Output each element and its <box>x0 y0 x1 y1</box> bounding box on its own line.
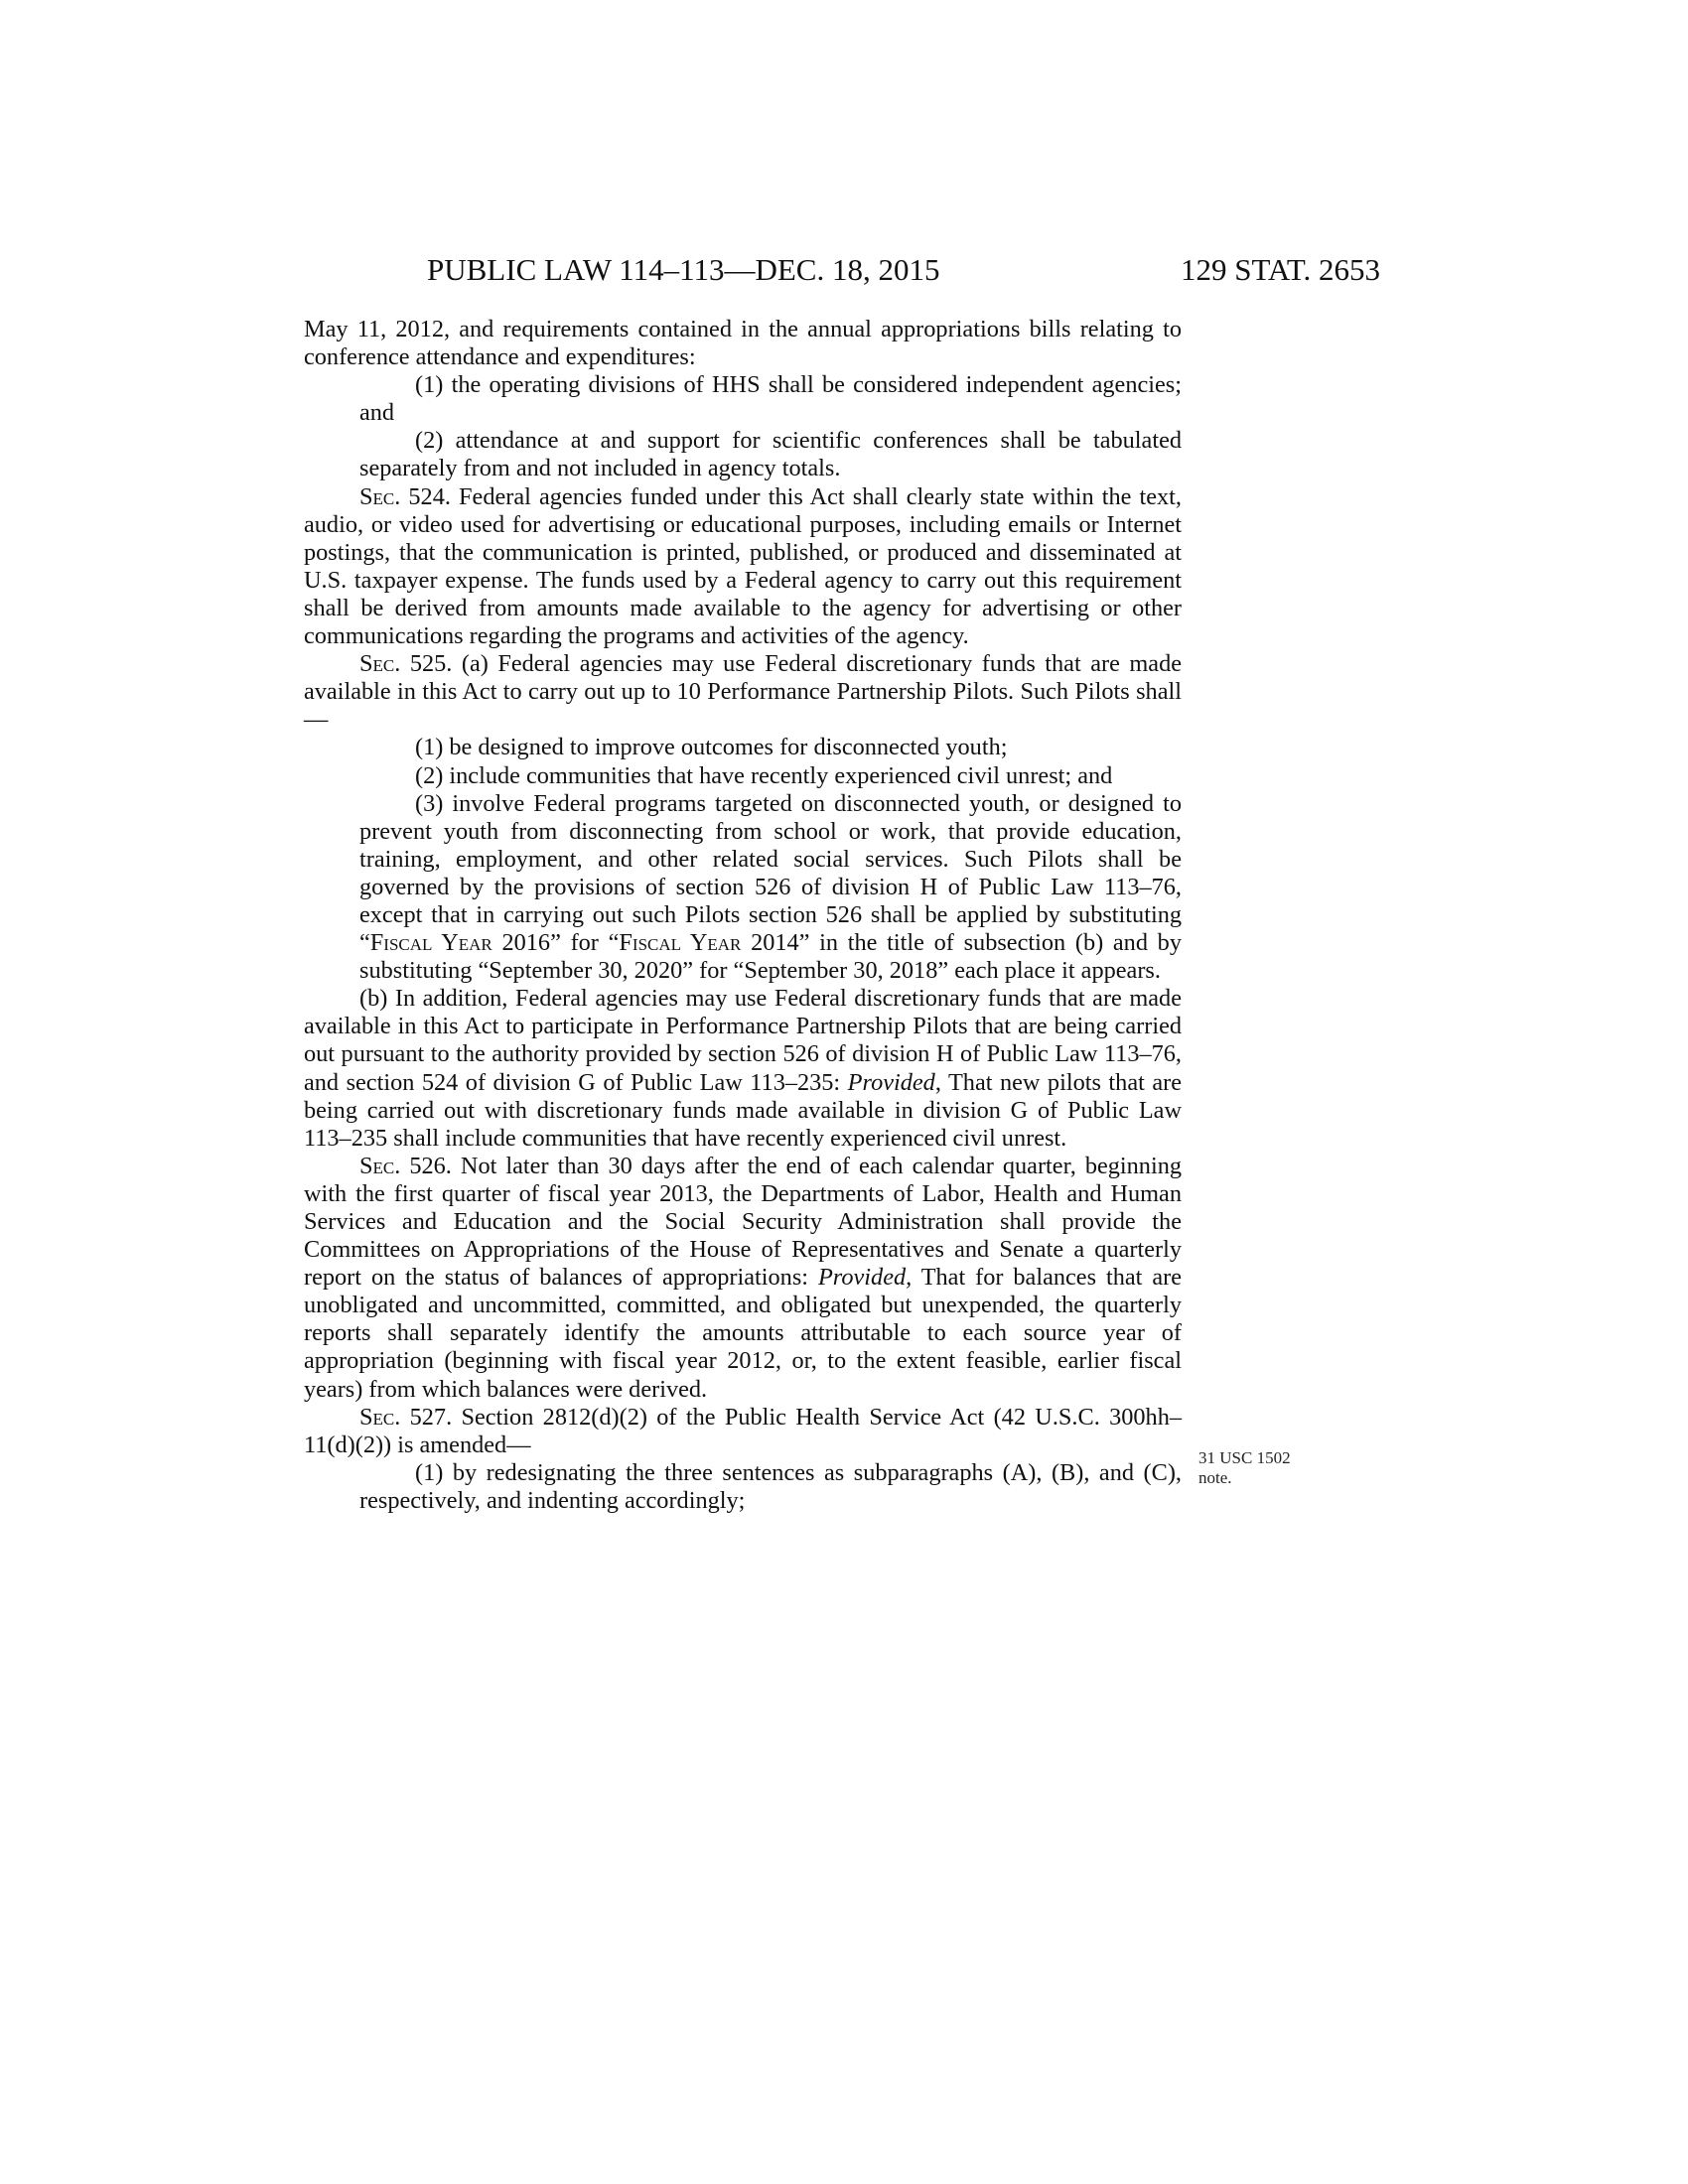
section-525-b-text: (b) In addition, Federal agencies may use Federal discretionary funds that are made available in this Act to participate in Performance Partnership Pilots that are being carried out pursuant to the authority provided by section 526 of division H of Public Law 113–76, and section 524 of division G of Public Law 113–235: <box>304 985 1182 1096</box>
section-527 <box>304 1404 1182 1459</box>
section-525-subsection-b <box>304 985 1182 1153</box>
list-item-hhs-divisions: (1) the operating divisions of HHS shall be considered independent agencies; and <box>359 371 1182 427</box>
section-527-text: Section 2812(d)(2) of the Public Health Service Act (42 U.S.C. 300hh–11(d)(2)) is amended— <box>304 1403 1182 1458</box>
margin-note-line: note. <box>1198 1468 1232 1487</box>
section-526-label: Sec. 526. <box>359 1152 452 1179</box>
section-525-item-2: (2) include communities that have recently experienced civil unrest; and <box>415 761 1113 789</box>
section-525-item-3 <box>304 790 1182 986</box>
section-524-text: Federal agencies funded under this Act shall clearly state within the text, audio, or video used for advertising or educational purposes, including emails or Internet postings, that the communication is printed, published, or produced and disseminated at U.S. taxpayer expense. The funds used by a Federal agency to carry out this requirement shall be derived from amounts made available to the agency for advertising or other communications regarding the programs and activities of the agency. <box>304 482 1183 650</box>
provided-proviso: Provided, <box>817 1264 913 1292</box>
section-525-item-3-connector: ” for “ <box>550 929 620 957</box>
section-525-label: Sec. 525. <box>359 650 453 678</box>
fiscal-year-2016-heading: Fiscal Year 2016 <box>369 929 551 957</box>
list-item-scientific-conferences: (2) attendance at and support for scientific conferences shall be tabulated separately from and not included in agency totals. <box>359 427 1182 482</box>
section-526 <box>304 1153 1182 1404</box>
section-524 <box>304 483 1182 651</box>
continuation-paragraph: May 11, 2012, and requirements contained in the annual appropriations bills relating to conference attendance and expenditures: <box>304 316 1182 371</box>
section-527-label: Sec. 527. <box>359 1403 453 1431</box>
section-525-item-3-tail: ” in the title of subsection (b) and by substituting “September 30, 2020” for “September 30, 2018” each place it appears. <box>359 929 1182 985</box>
fiscal-year-2014-heading: Fiscal Year 2014 <box>619 929 799 957</box>
law-body-text <box>304 316 1182 1515</box>
public-law-title: PUBLIC LAW 114–113—DEC. 18, 2015 <box>427 252 940 287</box>
section-525-item-1: (1) be designed to improve outcomes for disconnected youth; <box>415 734 1008 761</box>
section-525-text: (a) Federal agencies may use Federal discretionary funds that are made available in this Act to carry out up to 10 Performance Partnership Pilots. Such Pilots shall— <box>304 650 1182 734</box>
provided-proviso: Provided <box>847 1068 935 1096</box>
section-526-tail: That for balances that are unobligated and uncommitted, committed, and obligated but unexpended, the quarterly reports shall separately identify the amounts attributable to each source year of appropriation (beginning with fiscal year 2012, or, to the extent feasible, earlier fiscal years) from which balances were derived. <box>304 1264 1182 1403</box>
margin-note-usc-citation <box>1198 1448 1308 1488</box>
margin-note-line: 31 USC 1502 <box>1198 1448 1291 1467</box>
section-525-item-3-text: (3) involve Federal programs targeted on disconnected youth, or designed to prevent youth from disconnecting from school or work, that provide education, training, employment, and other related social services. Such Pilots shall be governed by the provisions of section 526 of division H of Public Law 113–76, except that in carrying out such Pilots section 526 shall be applied by substituting “ <box>359 789 1182 957</box>
section-525 <box>304 650 1182 734</box>
section-526-text: Not later than 30 days after the end of each calendar quarter, beginning with the first quarter of fiscal year 2013, the Departments of Labor, Health and Human Services and Education and the Social Security Administration shall provide the Committees on Appropriations of the House of Representatives and Senate a quarterly report on the status of balances of appropriations: <box>304 1152 1183 1292</box>
section-527-item-1: (1) by redesignating the three sentences as subparagraphs (A), (B), and (C), respectively, and indenting accordingly; <box>359 1458 1182 1514</box>
page-header <box>427 250 1380 290</box>
statute-page-citation: 129 STAT. 2653 <box>1180 252 1380 287</box>
section-524-label: Sec. 524. <box>359 482 451 510</box>
section-525-b-tail: , That new pilots that are being carried out with discretionary funds made available in division G of Public Law 113–235 shall include communities that have recently experienced civil unrest. <box>304 1068 1182 1152</box>
